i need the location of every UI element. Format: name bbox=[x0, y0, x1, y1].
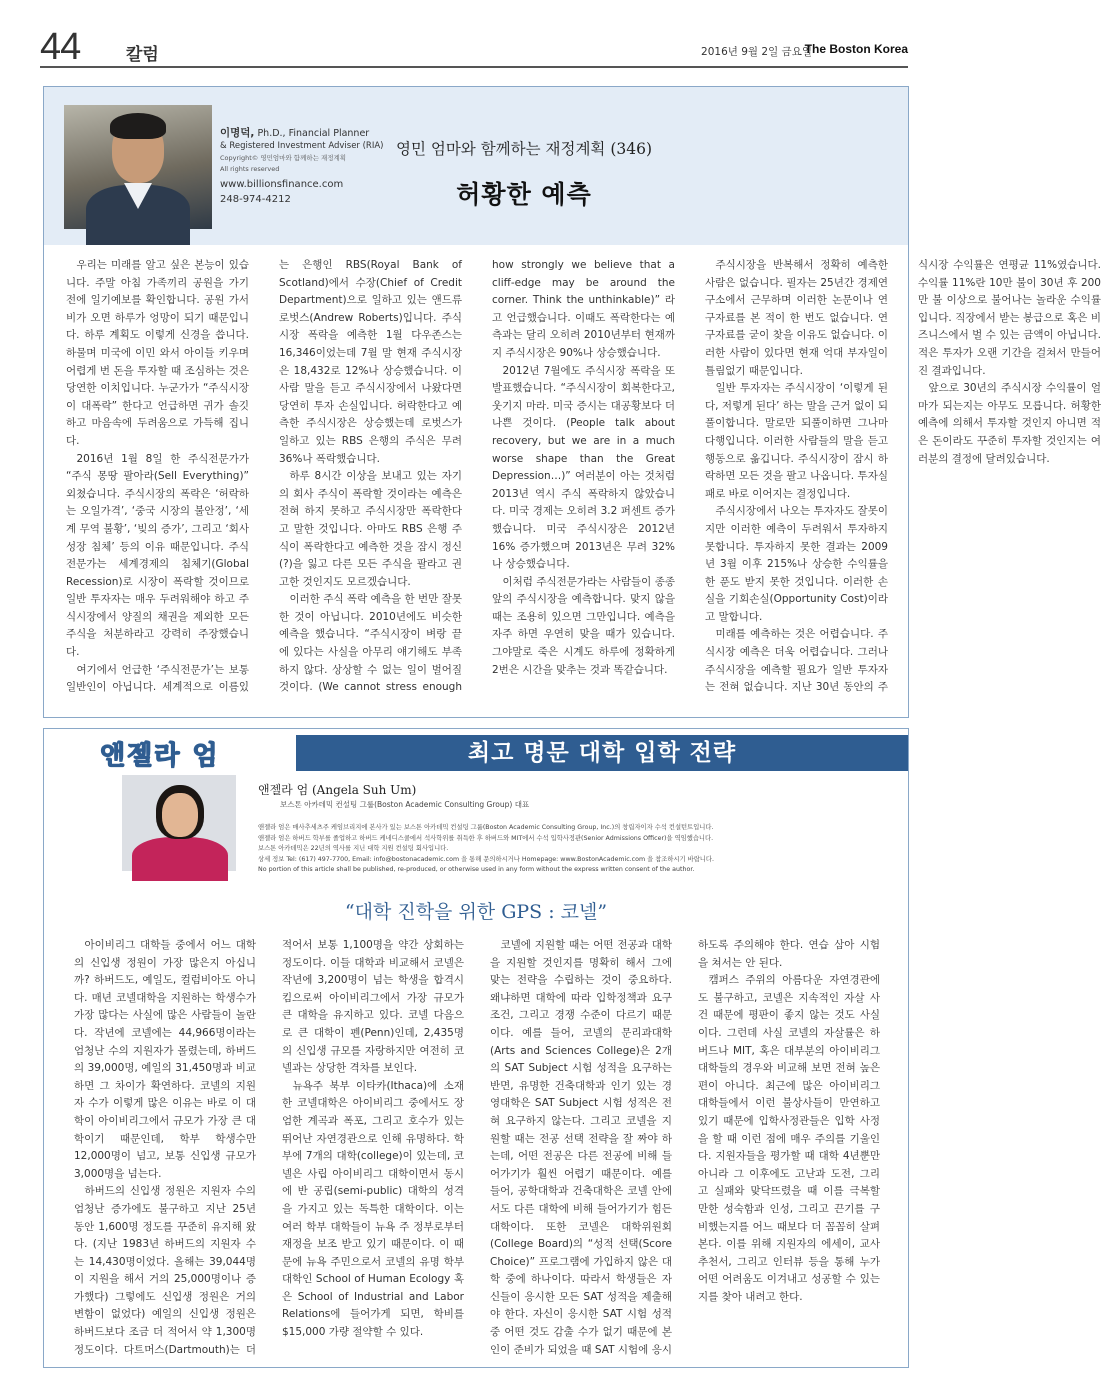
bio-line: 상세 정보 Tel: (617) 497-7700, Email: info@bostonacademic.com 을 통해 문의하시거나 Homepage: www.BostonAcademic.com 을 참조하시기 바랍니다. bbox=[258, 855, 714, 863]
author-website: www.billionsfinance.com bbox=[220, 179, 344, 190]
article-header bbox=[44, 87, 908, 245]
article-body bbox=[74, 937, 880, 1361]
page-number: 44 bbox=[40, 26, 81, 68]
section-name: 칼럼 bbox=[126, 45, 159, 65]
article-title: 허황한 예측 bbox=[456, 180, 592, 209]
series-title: 영민 엄마와 함께하는 재정계획 (346) bbox=[395, 140, 653, 158]
paragraph: 여기에서 언급한 ‘주식전문가’는 보통 일반인이 아닙니다. 세계적으로 이름있는 은행인 RBS(Royal Bank of Scotland)에서 수장(Chief of Credit Department)으로 일하고 있는 앤드류 로벗스(Andrew Roberts)입니다. 주식시장 폭락을 예측한 1월 다우존스는 16,346이었는데 7월 말 현재 주식시장은 18,432로 12%나 상승했습니다. 이 사람 말을 듣고 주식시장에서 나왔다면 당연히 투자 손실입니다. 허락한다고 예측한 주식시장은 상승했는데 로벗스가 일하고 있는 RBS 은행의 주식은 무려 36%나 폭락했습니다. bbox=[66, 259, 462, 694]
bio-line: 앤젤라 엄은 매사추세츠주 케임브리지에 본사가 있는 보스톤 아카데믹 컨설팅 그룹(Boston Academic Consulting Group, Inc.)의 창립자이자 수석 컨설턴트입니다. bbox=[258, 824, 714, 831]
column-article-admissions bbox=[43, 728, 909, 1368]
column-article-finance bbox=[43, 86, 1101, 718]
paragraph: 2016년 1월 8일 한 주식전문가가 “주식 몽땅 팔아라(Sell Everything)” 외쳤습니다. 주식시장의 폭락은 ‘허락하는 오일가격’, ‘중국 시장의 불안정’, ‘세계 무역 불황’, ‘빚의 증가’, 그리고 ‘회사성장 침체’ 등의 이유 때문입니다. 주식전문가는 세계경제의 침체기(Global Recession)로 시장이 폭락할 것이므로 일반 투자자는 매우 두려워해야 하고 주식시장에서 양질의 채권을 제외한 모든 주식을 처분하라고 강력히 주장했습니다. bbox=[66, 452, 249, 659]
paragraph: 앞으로 30년의 주식시장 수익률이 얼마가 되는지는 아무도 모릅니다. 허황한 예측에 의해서 투자할 것인지 아니면 적은 돈이라도 꾸준히 투자할 것인지는 여러분의 결정에 달려있습니다. bbox=[918, 382, 1101, 465]
bio-line: 보스톤 아카데믹은 22년의 역사를 지닌 대학 지원 컨설팅 회사입니다. bbox=[258, 845, 449, 852]
paragraph: 주식시장에서 나오는 투자자도 잘못이지만 이러한 예측이 두려워서 투자하지 못합니다. 투자하지 못한 결과는 2009년 3월 이후 215%나 상승한 수익률을 한 푼도 받지 못한 것입니다. 이러한 손실을 기회손실(Opportunity Cost)이라고 말합니다. bbox=[705, 505, 888, 623]
bio-line: 앤젤라 엄은 하버드 학부를 졸업하고 하버드 케네디스쿨에서 석사학위를 취득한 후 하버드와 MIT에서 수석 입학사정관(Senior Admissions Officer)을 역임했습니다. bbox=[258, 834, 714, 842]
banner-title: 최고 명문 대학 입학 전략 bbox=[467, 740, 737, 766]
masthead bbox=[40, 28, 908, 68]
paragraph: 일반 투자자는 주식시장이 ‘이렇게 된다, 저렇게 된다’ 하는 말을 근거 없이 되풀이합니다. 말로만 되풀이하면 그나마 다행입니다. 이러한 사람들의 말을 듣고 행동으로 옮깁니다. 주식시장이 잠시 하락하면 모든 것을 팔고 나옵니다. 투자실패로 바로 이어지는 결정입니다. bbox=[705, 382, 888, 500]
author-credentials-2: & Registered Investment Adviser (RIA) bbox=[220, 141, 384, 151]
paragraph: 아이비리그 대학들 중에서 어느 대학의 신입생 정원이 가장 많은지 아십니까? 하버드도, 예일도, 컬럼비아도 아니다. 매년 코넬대학을 지원하는 학생수가 가장 많다는 사실에 많은 사람들이 놀란다. 작년에 코넬에는 44,966명이라는 엄청난 수의 지원자가 몰렸는데, 하버드의 39,000명, 예일의 31,450명과 비교하면 그 차이가 확연하다. 코넬의 지원자 수가 이렇게 많은 이유는 바로 이 대학이 아이비리그에서 규모가 가장 큰 대학이기 때문인데, 학부 학생수만 12,000명이 넘고, 보통 신입생 규모가 3,000명을 넘는다. bbox=[74, 939, 256, 1180]
paragraph: 코넬에 지원할 때는 어떤 전공과 대학을 지원할 것인지를 명확히 해서 그에 맞는 전략을 수립하는 것이 중요하다. 왜냐하면 대학에 따라 입학정책과 요구 조건, 그리고 경쟁 수준이 다르기 때문이다. 예를 들어, 코넬의 문리과대학(Arts and Sciences College)은 2개의 SAT Subject 시험 성적을 요구하는 반면, 유명한 건축대학과 인기 있는 경영대학은 SAT Subject 시험 성적은 전혀 요구하지 않는다. 그리고 코넬을 지원할 때는 전공 선택 전략을 잘 짜야 하는데, 어떤 전공은 다른 전공에 비해 들어가기가 훨씬 어렵기 때문이다. 예를 들어, 공학대학과 건축대학은 코넬 안에서도 다른 대학에 비해 들어가기가 힘든 대학이다. 또한 코넬은 대학위원회(College Board)의 “성적 선택(Score Choice)” 프로그램에 가입하지 않은 대학 중에 하나이다. 따라서 학생들은 자신들이 응시한 모든 SAT 성적을 제출해야 한다. 자신이 응시한 SAT 시험 성적 중 어떤 것도 감출 수가 없기 때문에 본인이 준비가 되었을 때 SAT 시험에 응시하도록 주의해야 한다. 연습 삼아 시험을 쳐서는 안 된다. bbox=[490, 939, 880, 1356]
author-name: 이명덕, bbox=[220, 127, 255, 139]
author-bio bbox=[258, 823, 848, 876]
paragraph: 주식시장을 반복해서 정확히 예측한 사람은 없습니다. 필자는 25년간 경제연구소에서 근무하며 이러한 논문이나 연구자료를 본 적이 한 번도 없습니다. 연구자료를 굳이 찾을 이유도 없습니다. 이러한 사람이 있다면 현재 억대 부자일이 틀림없기 때문입니다. bbox=[705, 259, 888, 377]
paragraph: 이처럼 주식전문가라는 사람들이 종종 앞의 주식시장을 예측합니다. 맞지 않을 때는 조용히 있으면 그만입니다. 예측을 자주 하면 우연히 맞을 때가 있습니다. 그야말로 죽은 시계도 하루에 정확하게 2번은 시간을 맞추는 것과 똑같습니다. bbox=[492, 575, 675, 676]
author-affiliation: 보스톤 아카데믹 컨설팅 그룹(Boston Academic Consulting Group) 대표 bbox=[280, 800, 530, 809]
column-banner bbox=[296, 735, 908, 771]
paragraph: 이러한 주식 폭락 예측을 한 번만 잘못한 것이 아닙니다. 2010년에도 비슷한 예측을 했습니다. “주식시장이 벼랑 끝에 있다는 사실을 아무리 얘기해도 부족하지 않다. 상상할 수 없는 일이 벌어질 것이다. (We cannot stress enough how strongly we believe that a cliff-edge may be around the corner. Think the unthinkable)” 라고 언급했습니다. 이때도 폭락한다는 예측과는 달리 오히려 2010년부터 현재까지 주식시장은 90%나 상승했습니다. bbox=[279, 259, 675, 694]
article-title: “대학 진학을 위한 GPS : 코넬” bbox=[344, 901, 608, 923]
author-credentials: Ph.D., Financial Planner bbox=[257, 128, 370, 139]
paragraph: 하버드의 신입생 정원은 지원자 수의 엄청난 증가에도 불구하고 지난 25년 동안 1,600명 정도를 꾸준히 유지해 왔다. (지난 1983년 하버드의 지원자 수는 14,430명이었다. 올해는 39,044명이 지원을 해서 거의 25,000명이나 증가했다) 그렇에도 신입생 정원은 거의 변함이 없었다) 예일의 신입생 정원은 하버드보다 조금 더 적어서 약 1,300명 정도이다. 다트머스(Dartmouth)는 더 적어서 보통 1,100명을 약간 상회하는 정도이다. 이들 대학과 비교해서 코넬은 작년에 3,200명이 넘는 학생을 합격시킴으로써 아이비리그에서 가장 규모가 큰 대학을 유지하고 있다. 코넬 다음으로 큰 대학이 펜(Penn)인데, 2,435명의 신입생 규모를 자랑하지만 여전히 코넬과는 상당한 격차를 보인다. bbox=[74, 939, 464, 1356]
copyright-line: Copyright© 영민엄마와 함께하는 재정계획 bbox=[220, 154, 347, 162]
newspaper-name: The Boston Korea bbox=[804, 42, 908, 56]
rights-line: All rights reserved bbox=[220, 165, 280, 173]
paragraph: 뉴욕주 북부 이타카(Ithaca)에 소재한 코넬대학은 아이비리그 중에서도 장엄한 계곡과 폭포, 그리고 호수가 있는 뛰어난 자연경관으로 인해 유명하다. 학부에 7개의 대학(college)이 있는데, 코넬은 사립 아이비리그 대학이면서 동시에 반 공립(semi-public) 대학의 성격을 가지고 있는 독특한 대학이다. 이는 여러 학부 대학들이 뉴욕 주 정부로부터 재정을 보조 받고 있기 때문이다. 이 때문에 뉴욕 주민으로서 코넬의 유명 학부 대학인 School of Human Ecology 혹은 School of Industrial and Labor Relations에 들어가게 되면, 학비를 $15,000 가량 절약할 수 있다. bbox=[282, 1079, 464, 1339]
author-name: 앤젤라 엄 (Angela Suh Um) bbox=[258, 783, 417, 797]
bio-line: No portion of this article shall be published, re-produced, or otherwise used in any form without the express written consent of the author. bbox=[258, 866, 695, 873]
author-phone: 248-974-4212 bbox=[220, 194, 291, 205]
issue-date: 2016년 9월 2일 금요일 bbox=[701, 46, 812, 58]
paragraph: 하루 8시간 이상을 보내고 있는 자기의 회사 주식이 폭락할 것이라는 예측은 전혀 하지 못하고 주식시장만 폭락한다고 말한 것입니다. 아마도 RBS 은행 주식이 폭락한다고 예측한 것을 잠시 정신(?)을 잃고 다른 모든 주식을 팔라고 권고한 것인지도 모르겠습니다. bbox=[279, 470, 462, 588]
author-photo bbox=[64, 105, 212, 229]
author-photo bbox=[122, 775, 236, 871]
paragraph: 우리는 미래를 알고 싶은 본능이 있습니다. 주말 아침 가족끼리 공원을 가기 전에 일기예보를 확인합니다. 공원 가서 비가 오면 하루가 엉망이 되기 때문입니다. 하루 계획도 이렇게 신경을 씁니다. 하물며 미국에 이민 와서 아이들 키우며 어렵게 번 돈을 투자할 때 조심하는 것은 당연한 이치입니다. 누군가가 “주식시장이 대폭락” 한다고 언급하면 귀가 솔깃하고 마음속에 두려움으로 가득해 집니다. bbox=[66, 259, 249, 447]
paragraph: 미래를 예측하는 것은 어렵습니다. 주식시장 예측은 더욱 어렵습니다. 그러나 주식시장을 예측할 필요가 일반 투자자는 전혀 없습니다. 지난 30년 동안의 주식시장 수익률은 연평균 11%였습니다. 수익률 11%란 10만 불이 30년 후 200만 불 이상으로 불어나는 놀라운 수익률입니다. 직장에서 받는 봉급으로 혹은 비즈니스에서 벌 수 있는 금액이 아닙니다. 적은 투자가 오랜 기간을 걸쳐서 만들어진 결과입니다. bbox=[705, 259, 1101, 694]
paragraph: 캠퍼스 주위의 아름다운 자연경관에도 불구하고, 코넬은 지속적인 자살 사건 때문에 평판이 좋지 않는 것도 사실이다. 그런데 사실 코넬의 자살률은 하버드나 MIT, 혹은 대부분의 아이비리그 대학들의 경우와 비교해 보면 전혀 높은 편이 아니다. 최근에 많은 아이비리그 대학들에서 이런 불상사들이 만연하고 있기 때문에 입학사정관들은 입학 사정을 할 때 이런 점에 매우 주의를 기울인다. 지원자들을 평가할 때 대학 4년뿐만 아니라 그 이후에도 고난과 도전, 그리고 실패와 맞닥뜨렸을 때 이를 극복할 만한 성숙함과 인성, 그리고 끈기를 구비했는지를 어느 때보다 더 꼼꼼히 살펴 본다. 이를 위해 지원자의 에세이, 교사 추천서, 그리고 인터뷰 등을 통해 누가 어떤 어려움도 이겨내고 성공할 수 있는지를 찾아 내려고 한다. bbox=[698, 974, 880, 1303]
article-body bbox=[66, 257, 1101, 709]
column-logo: 앤젤라 엄 bbox=[100, 741, 220, 771]
paragraph: 2012년 7월에도 주식시장 폭락을 또 발표했습니다. “주식시장이 회복한다고, 웃기지 마라. 미국 증시는 대공황보다 더 나쁜 것이다. (People talk about recovery, but we are in a much worse shape than the Great Depression…)” 여러분이 아는 것처럼 2013년 역시 주식 폭락하지 않았습니다. 미국 경제는 오히려 3.2 퍼센트 증가했습니다. 미국 주식시장은 2012년 16% 증가했으며 2013년은 무려 32%나 상승했습니다. bbox=[492, 364, 675, 571]
